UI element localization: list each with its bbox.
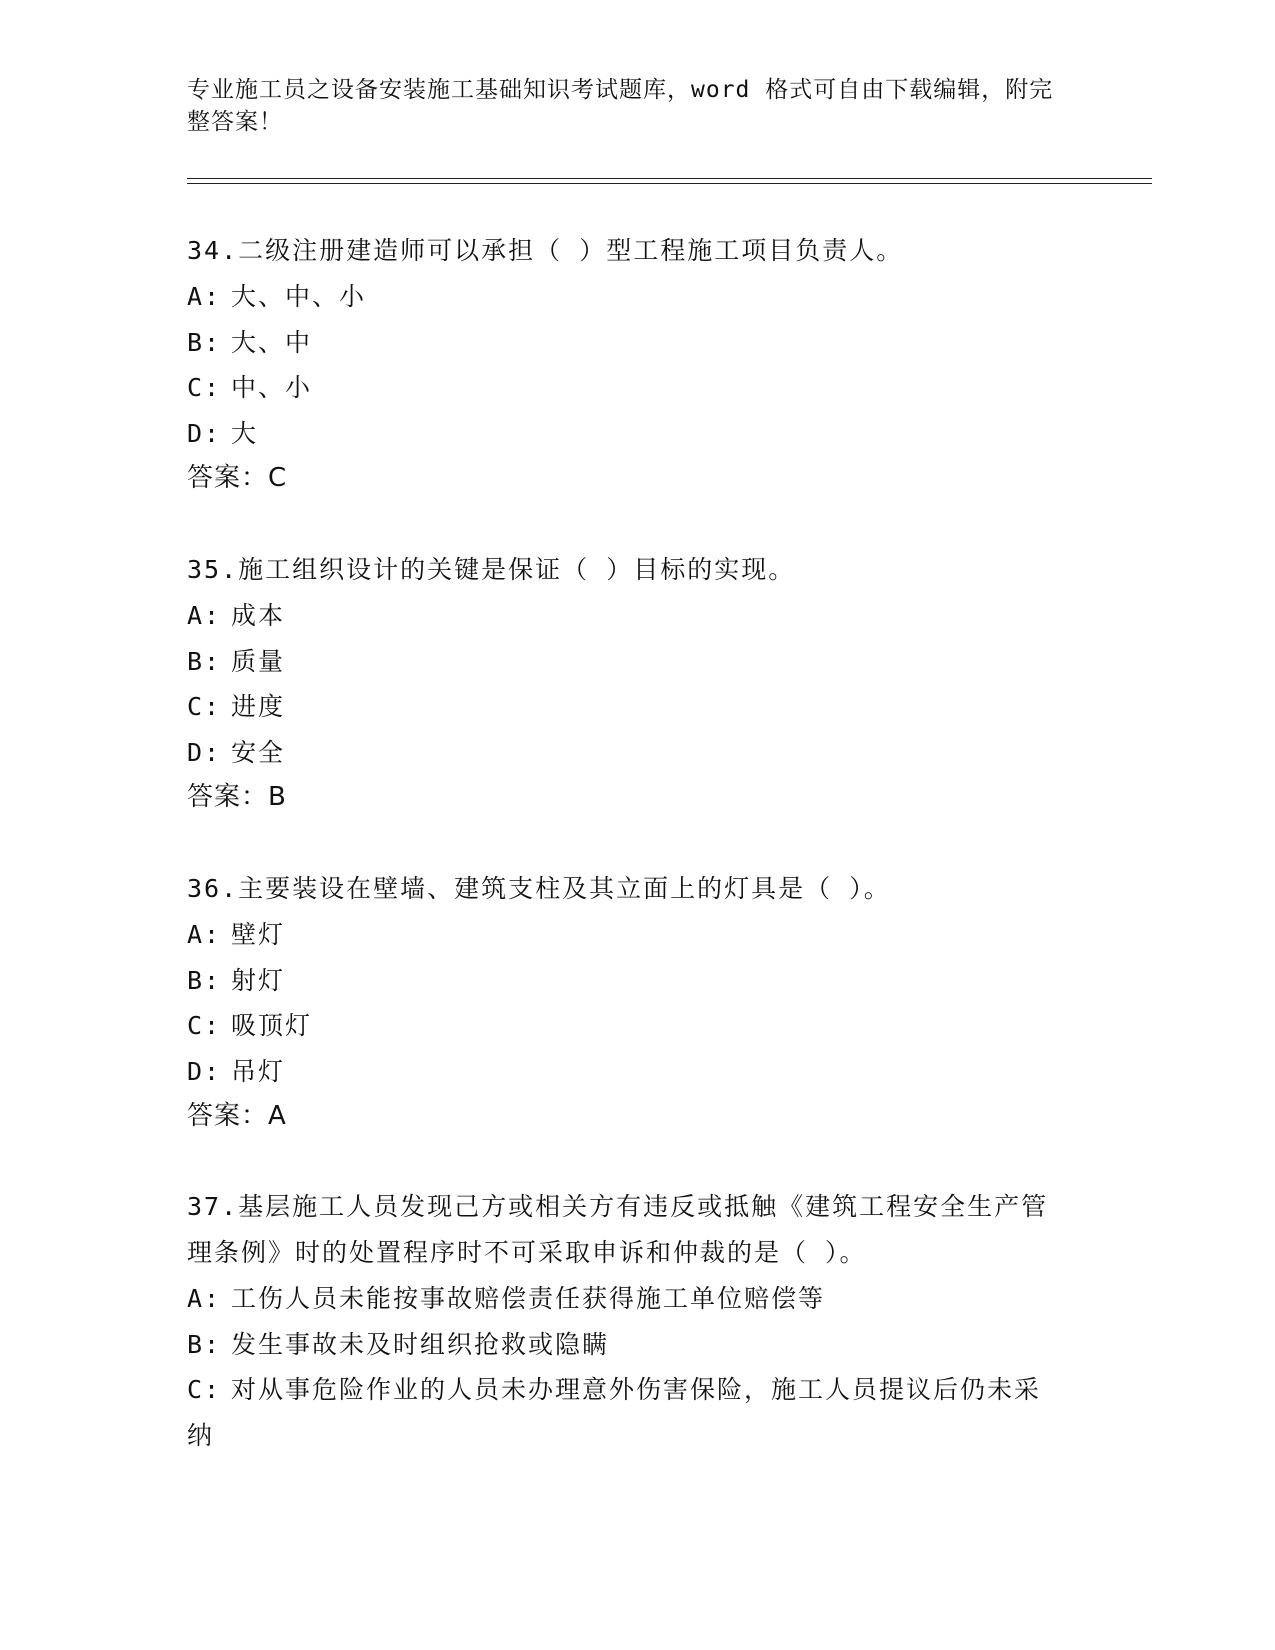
option-letter: D: bbox=[187, 418, 222, 448]
option-text: 成本 bbox=[231, 601, 286, 630]
option-text: 大、中、小 bbox=[231, 282, 367, 311]
document-header: 专业施工员之设备安装施工基础知识考试题库，word 格式可自由下载编辑，附完整答案！ bbox=[187, 77, 1054, 135]
option-b bbox=[187, 320, 1087, 366]
question-37 bbox=[187, 1184, 1067, 1458]
option-text: 大、中 bbox=[231, 327, 313, 357]
option-d bbox=[187, 411, 1087, 457]
header-divider-bottom bbox=[187, 183, 1152, 184]
option-text: 发生事故未及时组织抢救或隐瞒 bbox=[231, 1329, 610, 1359]
option-letter: D: bbox=[187, 1056, 222, 1086]
option-text: 射灯 bbox=[231, 965, 286, 995]
option-letter: A: bbox=[187, 601, 222, 630]
option-text: 大 bbox=[231, 418, 259, 448]
option-letter: C: bbox=[187, 373, 222, 402]
option-d bbox=[187, 1049, 1087, 1095]
option-text: 壁灯 bbox=[231, 920, 286, 949]
option-text: 中、小 bbox=[231, 373, 313, 402]
option-b bbox=[187, 639, 1087, 685]
option-letter: B: bbox=[187, 965, 222, 995]
option-b bbox=[187, 1322, 1067, 1368]
header-divider-top bbox=[187, 178, 1152, 179]
question-title: 34.二级注册建造师可以承担（ ）型工程施工项目负责人。 bbox=[187, 236, 904, 265]
question-34 bbox=[187, 228, 1087, 501]
answer-line: 答案：B bbox=[187, 782, 287, 812]
option-a bbox=[187, 912, 1087, 958]
option-text: 吊灯 bbox=[231, 1056, 286, 1086]
option-letter: A: bbox=[187, 920, 222, 949]
question-title: 35.施工组织设计的关键是保证（ ）目标的实现。 bbox=[187, 555, 796, 584]
option-c bbox=[187, 684, 1087, 730]
option-a bbox=[187, 593, 1087, 639]
option-text: 质量 bbox=[231, 646, 286, 676]
question-title: 36.主要装设在壁墙、建筑支柱及其立面上的灯具是（ ）。 bbox=[187, 874, 891, 903]
option-text: 进度 bbox=[231, 692, 286, 721]
question-36 bbox=[187, 866, 1087, 1139]
option-letter: B: bbox=[187, 1329, 222, 1359]
option-letter: B: bbox=[187, 327, 222, 357]
option-text: 对从事危险作业的人员未办理意外伤害保险，施工人员提议后仍未采纳 bbox=[187, 1375, 1042, 1450]
option-letter: D: bbox=[187, 737, 222, 767]
answer-line: 答案：A bbox=[187, 1101, 287, 1131]
question-35 bbox=[187, 547, 1087, 820]
option-letter: C: bbox=[187, 692, 222, 721]
option-letter: C: bbox=[187, 1375, 222, 1404]
option-letter: C: bbox=[187, 1011, 222, 1040]
option-text: 工伤人员未能按事故赔偿责任获得施工单位赔偿等 bbox=[231, 1284, 826, 1313]
question-title: 37.基层施工人员发现己方或相关方有违反或抵触《建筑工程安全生产管理条例》时的处置程序时不可采取申诉和仲裁的是（ ）。 bbox=[187, 1192, 1049, 1267]
option-c bbox=[187, 365, 1087, 411]
option-letter: B: bbox=[187, 646, 222, 676]
option-letter: A: bbox=[187, 282, 222, 311]
option-b bbox=[187, 958, 1087, 1004]
option-a bbox=[187, 274, 1087, 320]
option-text: 安全 bbox=[231, 737, 286, 767]
option-text: 吸顶灯 bbox=[231, 1011, 313, 1040]
option-c bbox=[187, 1003, 1087, 1049]
option-a bbox=[187, 1276, 1067, 1322]
option-letter: A: bbox=[187, 1284, 222, 1313]
option-c bbox=[187, 1367, 1067, 1458]
option-d bbox=[187, 730, 1087, 776]
answer-line: 答案：C bbox=[187, 463, 288, 493]
